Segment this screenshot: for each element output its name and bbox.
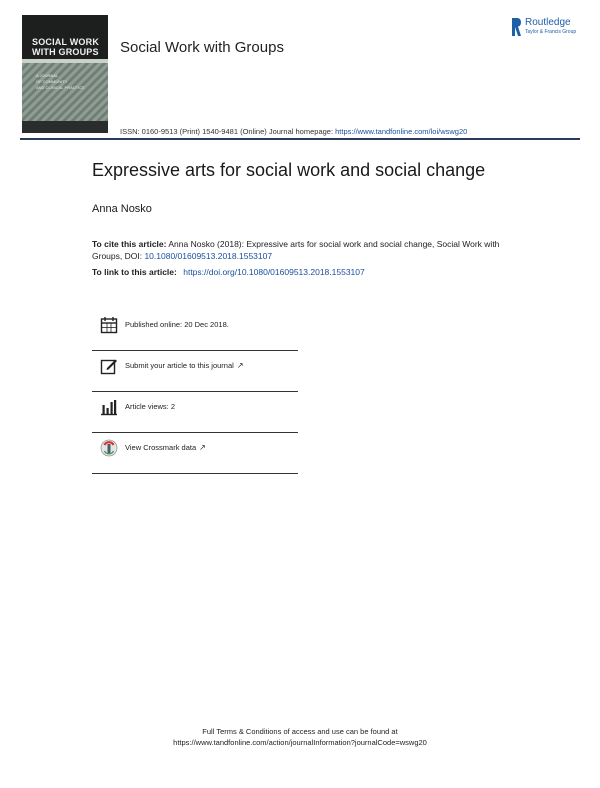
crossmark-link[interactable]: View Crossmark data xyxy=(125,443,197,452)
cover-subtitle-2: OF COMMUNITY xyxy=(36,79,68,84)
link-label: To link to this article: xyxy=(92,267,177,277)
external-link-icon: ↗ xyxy=(199,443,206,452)
cover-title-line1: SOCIAL WORK xyxy=(32,37,100,47)
cover-title-line2: WITH GROUPS xyxy=(32,47,99,57)
publisher-name: Routledge xyxy=(525,17,571,28)
citation-block xyxy=(92,238,522,262)
publisher-tagline: Taylor & Francis Group xyxy=(525,29,577,35)
article-title: Expressive arts for social work and social change xyxy=(92,160,486,180)
article-views: Article views: 2 xyxy=(125,402,176,411)
journal-homepage-link[interactable]: https://www.tandfonline.com/loi/wswg20 xyxy=(335,127,468,136)
issn-line xyxy=(120,127,467,136)
footer xyxy=(0,726,600,748)
journal-cover-image xyxy=(22,15,108,133)
routledge-logo xyxy=(510,16,590,42)
header-rule xyxy=(20,138,580,140)
calendar-icon xyxy=(100,316,118,334)
article-doi-url-link[interactable]: https://doi.org/10.1080/01609513.2018.1553107 xyxy=(183,267,365,277)
journal-title: Social Work with Groups xyxy=(120,39,284,56)
terms-text: Full Terms & Conditions of access and use can be found at xyxy=(202,727,398,736)
published-date: Published online: 20 Dec 2018. xyxy=(125,320,229,329)
citation-label: To cite this article: xyxy=(92,239,167,249)
cover-subtitle-3: AND CLINICAL PRACTICE xyxy=(36,85,85,90)
bar-chart-icon xyxy=(100,398,118,416)
submit-article-row[interactable] xyxy=(92,351,298,392)
article-author: Anna Nosko xyxy=(92,203,152,215)
external-link-icon: ↗ xyxy=(236,361,244,370)
terms-url-link[interactable]: https://www.tandfonline.com/action/journalInformation?journalCode=wswg20 xyxy=(173,738,427,747)
crossmark-icon xyxy=(100,439,118,457)
routledge-r-icon xyxy=(510,17,522,37)
article-info-list xyxy=(92,310,298,474)
submit-article-link[interactable]: Submit your article to this journal xyxy=(125,361,234,370)
published-online-row xyxy=(92,310,298,351)
cover-subtitle-1: A JOURNAL xyxy=(36,73,59,78)
issn-text: ISSN: 0160-9513 (Print) 1540-9481 (Online) Journal homepage: xyxy=(120,127,334,136)
article-views-row xyxy=(92,392,298,433)
doi-link[interactable]: 10.1080/01609513.2018.1553107 xyxy=(144,251,273,261)
citation-text: Anna Nosko (2018): Expressive arts for social work and social change, Social Work with Groups, DOI: xyxy=(92,239,500,261)
crossmark-row[interactable] xyxy=(92,433,298,474)
article-link-line xyxy=(92,267,365,277)
edit-icon xyxy=(100,357,118,375)
